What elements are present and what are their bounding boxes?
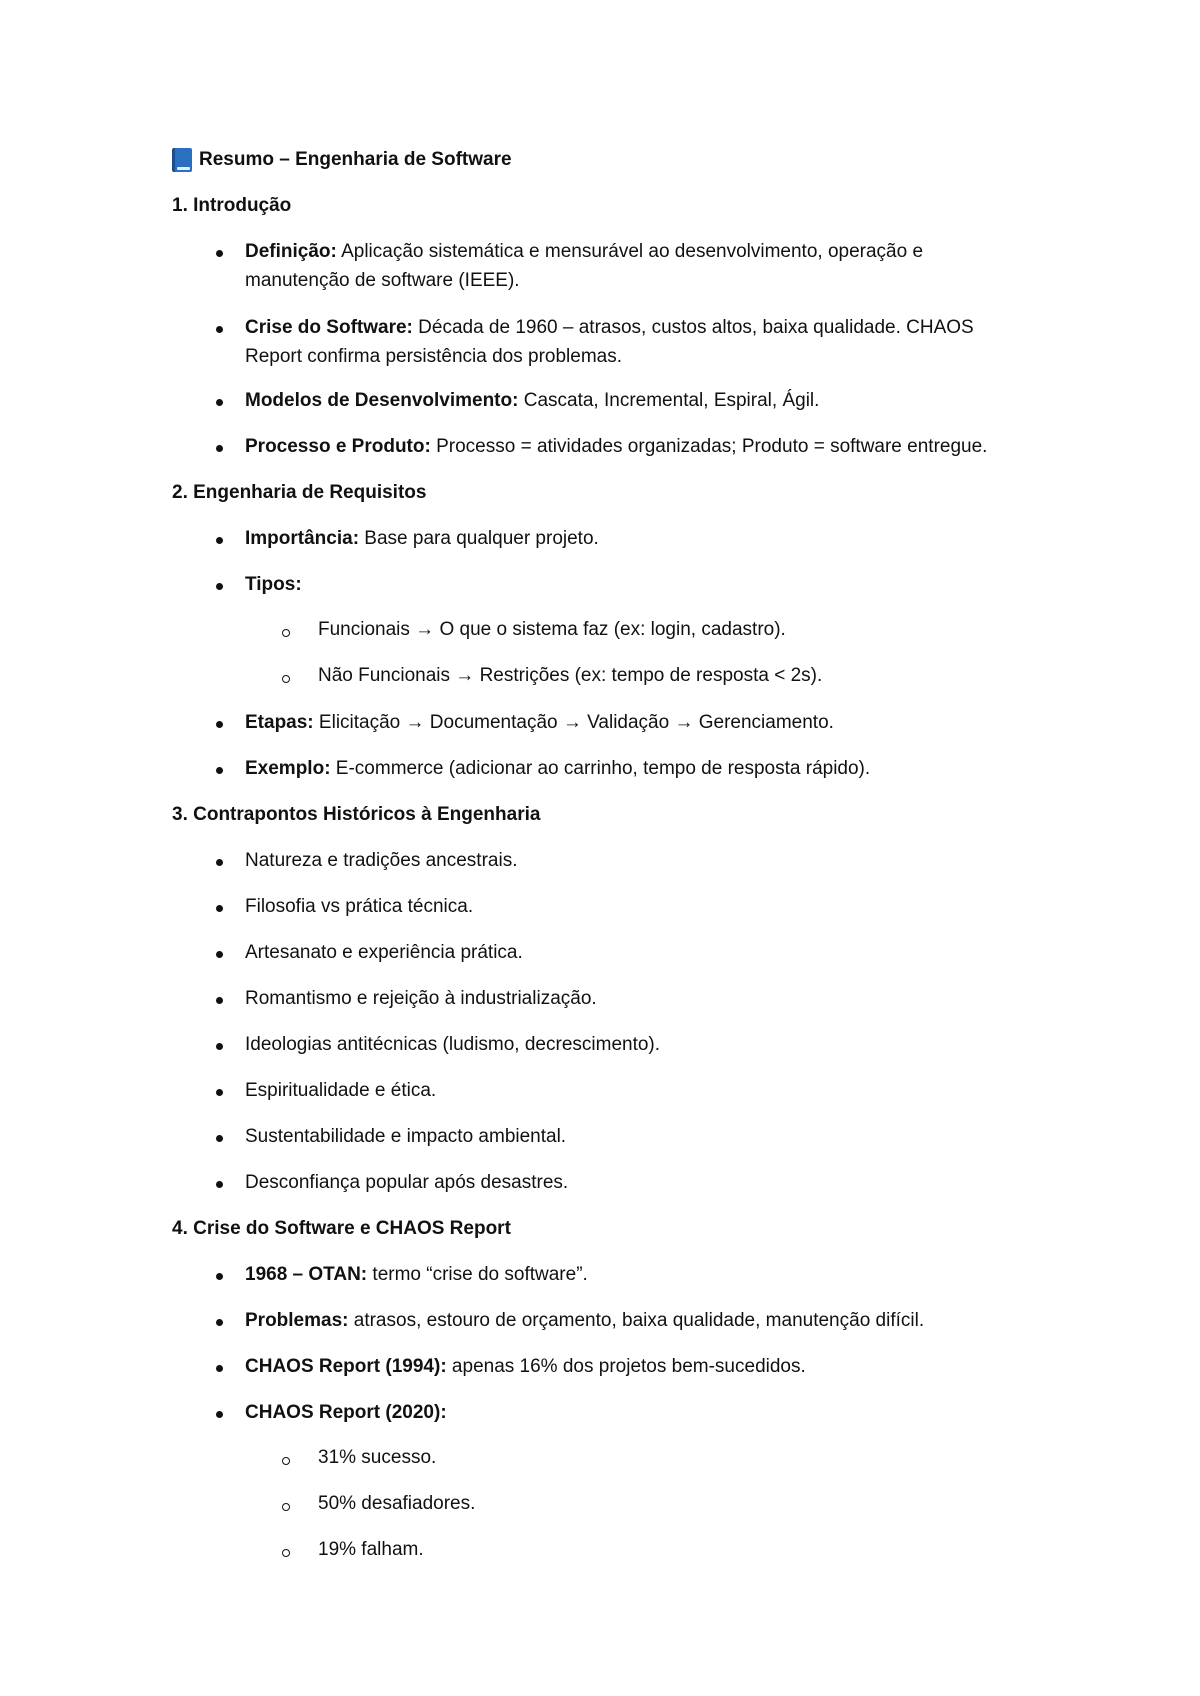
bullet	[216, 767, 223, 774]
list-item: Definição: Aplicação sistemática e mensurável ao desenvolvimento, operação e	[245, 241, 924, 262]
list-item: Problemas: atrasos, estouro de orçamento, baixa qualidade, manutenção difícil.	[245, 1310, 925, 1331]
list-item: Modelos de Desenvolvimento: Cascata, Incremental, Espiral, Ágil.	[245, 390, 820, 411]
bullet	[216, 1365, 223, 1372]
bullet	[216, 951, 223, 958]
sub-list-item: Funcionais → O que o sistema faz (ex: login, cadastro).	[318, 619, 786, 640]
sub-list-item: 50% desafiadores.	[318, 1493, 476, 1514]
sub-list-item: 19% falham.	[318, 1539, 424, 1560]
section-heading-contrapontos: 3. Contrapontos Históricos à Engenharia	[172, 804, 541, 825]
bullet	[216, 1043, 223, 1050]
bullet	[216, 445, 223, 452]
bullet	[216, 1319, 223, 1326]
list-item: Artesanato e experiência prática.	[245, 942, 523, 963]
list-item: Natureza e tradições ancestrais.	[245, 850, 518, 871]
list-item-continuation: manutenção de software (IEEE).	[245, 270, 520, 291]
bullet	[216, 1181, 223, 1188]
bullet	[216, 326, 223, 333]
list-item: Filosofia vs prática técnica.	[245, 896, 474, 917]
list-item: Processo e Produto: Processo = atividades organizadas; Produto = software entregue.	[245, 436, 988, 457]
bullet	[216, 859, 223, 866]
bullet	[216, 399, 223, 406]
bullet	[216, 250, 223, 257]
section-heading-chaos: 4. Crise do Software e CHAOS Report	[172, 1218, 511, 1239]
book-icon	[172, 148, 192, 172]
list-item: Etapas: Elicitação → Documentação → Validação → Gerenciamento.	[245, 712, 834, 733]
list-item: Sustentabilidade e impacto ambiental.	[245, 1126, 567, 1147]
bullet	[216, 997, 223, 1004]
sub-bullet	[282, 1503, 290, 1511]
sub-list-item: Não Funcionais → Restrições (ex: tempo de resposta < 2s).	[318, 665, 823, 686]
list-item: Importância: Base para qualquer projeto.	[245, 528, 599, 549]
list-item: CHAOS Report (2020):	[245, 1402, 447, 1423]
bullet	[216, 1135, 223, 1142]
sub-list-item: 31% sucesso.	[318, 1447, 437, 1468]
list-item: Exemplo: E-commerce (adicionar ao carrinho, tempo de resposta rápido).	[245, 758, 871, 779]
sub-bullet	[282, 1457, 290, 1465]
list-item: Tipos:	[245, 574, 302, 595]
bullet	[216, 1089, 223, 1096]
bullet	[216, 1273, 223, 1280]
sub-bullet	[282, 1549, 290, 1557]
list-item: CHAOS Report (1994): apenas 16% dos projetos bem-sucedidos.	[245, 1356, 806, 1377]
bullet	[216, 537, 223, 544]
list-item: Espiritualidade e ética.	[245, 1080, 437, 1101]
sub-bullet	[282, 629, 290, 637]
section-heading-requisitos: 2. Engenharia de Requisitos	[172, 482, 427, 503]
section-heading-introducao: 1. Introdução	[172, 195, 292, 216]
list-item: Desconfiança popular após desastres.	[245, 1172, 569, 1193]
bullet	[216, 583, 223, 590]
list-item: 1968 – OTAN: termo “crise do software”.	[245, 1264, 588, 1285]
bullet	[216, 721, 223, 728]
list-item: Romantismo e rejeição à industrialização.	[245, 988, 597, 1009]
list-item-continuation: Report confirma persistência dos problemas.	[245, 346, 623, 367]
bullet	[216, 905, 223, 912]
list-item: Crise do Software: Década de 1960 – atrasos, custos altos, baixa qualidade. CHAOS	[245, 317, 974, 338]
list-item: Ideologias antitécnicas (ludismo, decrescimento).	[245, 1034, 661, 1055]
document-title: Resumo – Engenharia de Software	[172, 148, 512, 172]
sub-bullet	[282, 675, 290, 683]
bullet	[216, 1411, 223, 1418]
